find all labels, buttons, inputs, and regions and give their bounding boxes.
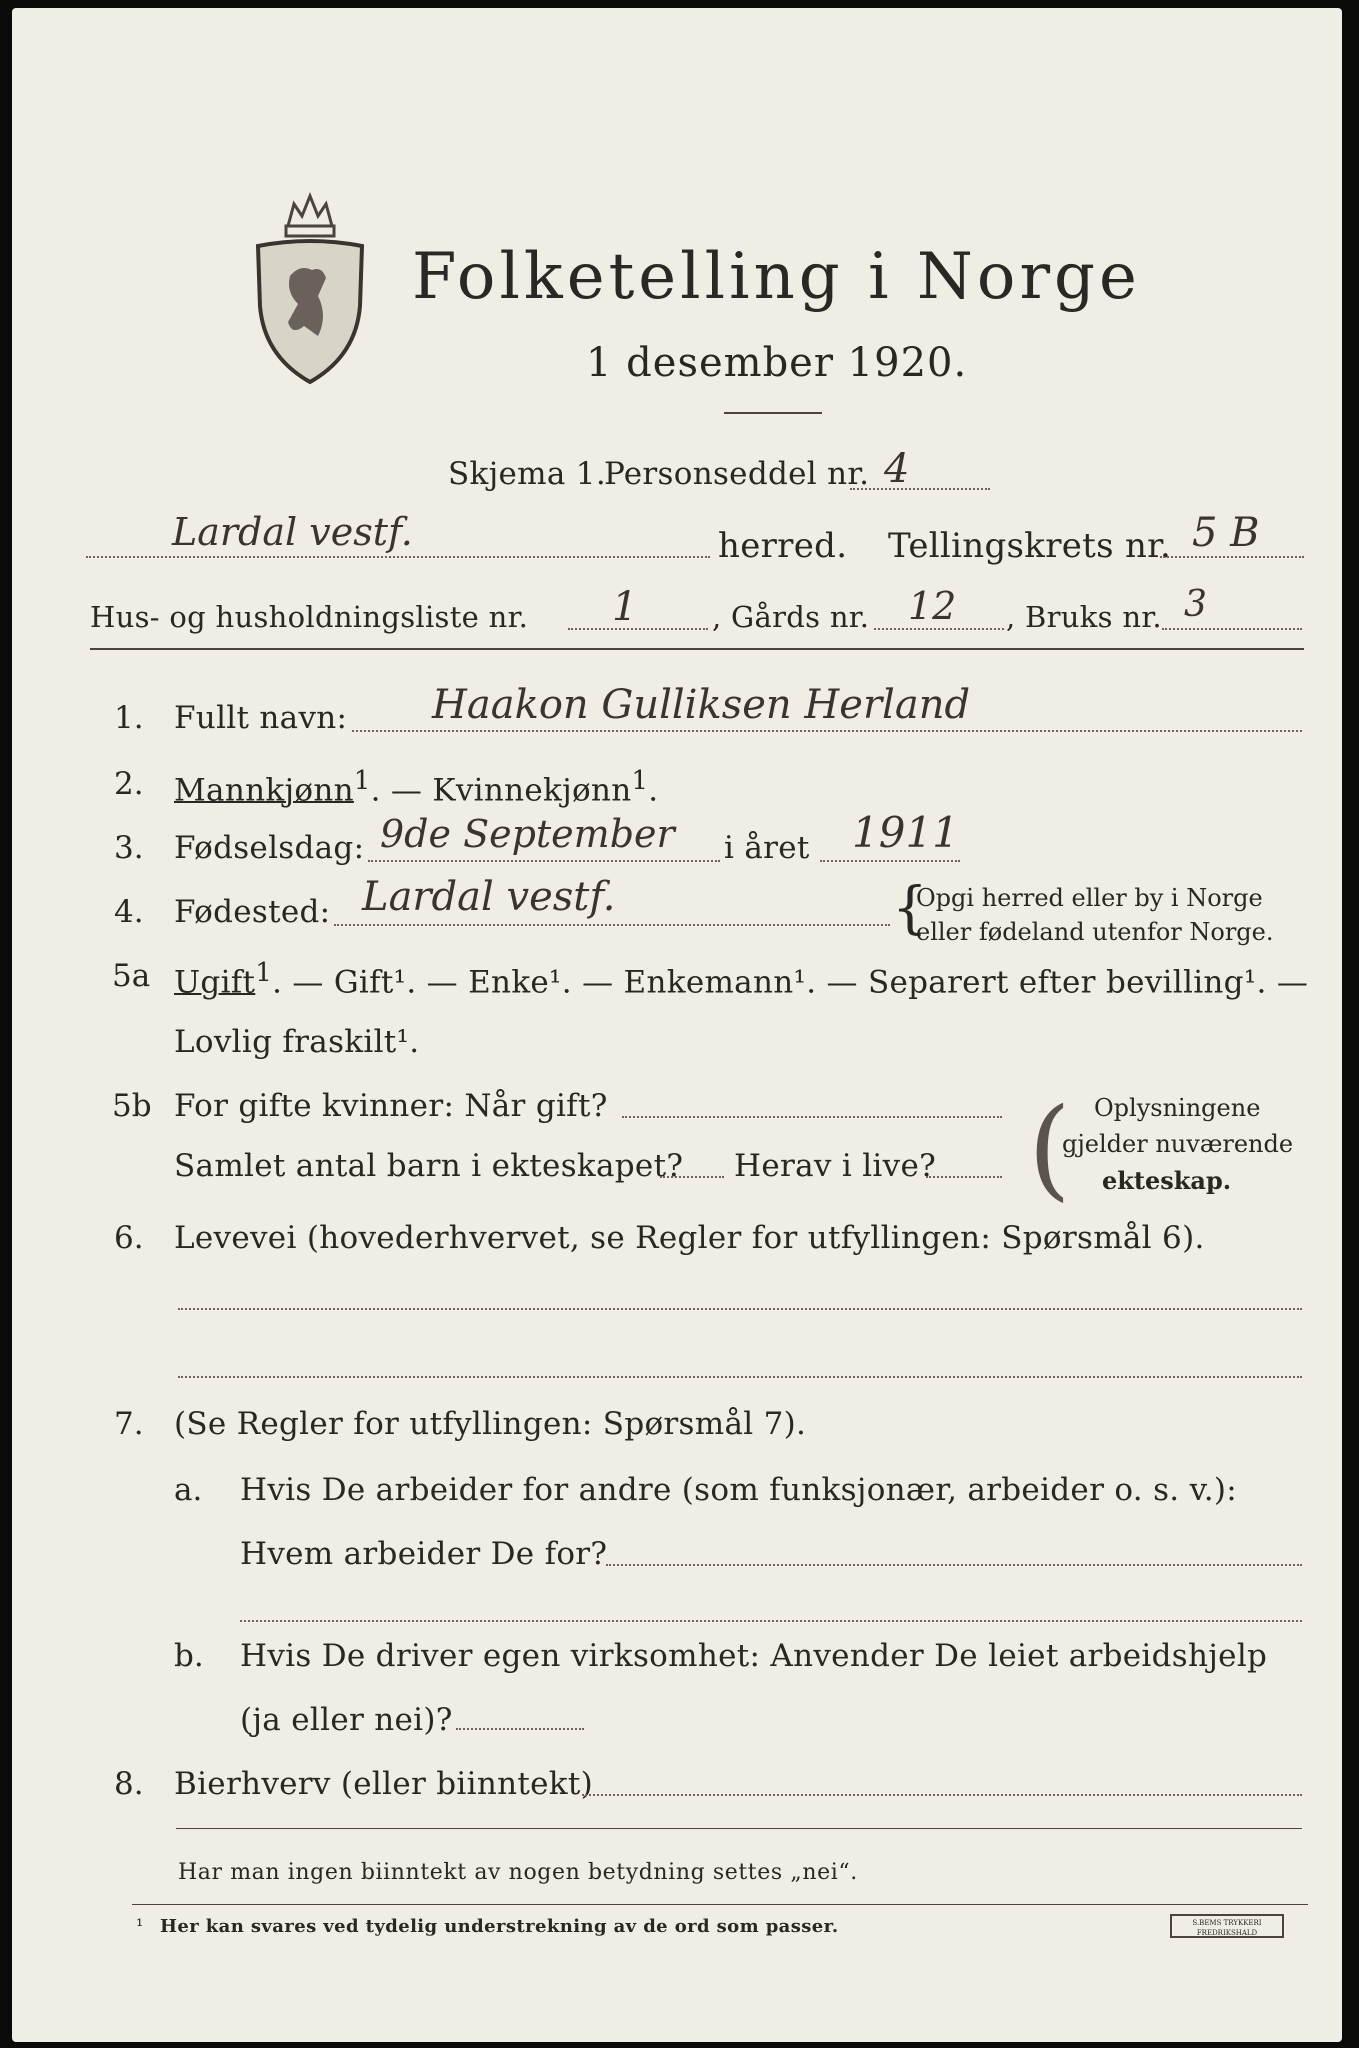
fullt-navn-field[interactable] (352, 730, 1302, 732)
q7a-label2: Hvem arbeider De for? (240, 1536, 608, 1572)
hus-value: 1 (612, 584, 638, 630)
q4-label: Fødested: (174, 894, 331, 930)
q5b-number: 5b (112, 1088, 152, 1124)
q5a-options: Ugift$^1$. — Gift¹. — Enke¹. — Enkemann¹. — Separert efter bevilling¹. — (174, 958, 1309, 1001)
q5b-note-line3: ekteskap. (1102, 1166, 1232, 1195)
kvinnekjonn-option[interactable]: Kvinnekjønn (432, 772, 632, 809)
bruks-label: , Bruks nr. (1006, 600, 1162, 634)
census-form-sheet (12, 8, 1342, 2042)
schema-label: Skjema 1. (448, 456, 606, 492)
q7b-label: Hvis De driver egen virksomhet: Anvender De leiet arbeidshjelp (240, 1638, 1268, 1674)
q4-note-line1: Opgi herred eller by i Norge (916, 884, 1263, 912)
q5b-note-line1: Oplysningene (1094, 1094, 1261, 1122)
q4-note-line2: eller fødeland utenfor Norge. (916, 918, 1274, 946)
q7a-letter: a. (174, 1472, 203, 1508)
norwegian-coat-of-arms-icon (248, 186, 372, 386)
hvem-arbeider-field-2[interactable] (240, 1620, 1302, 1622)
gards-label: , Gårds nr. (712, 600, 870, 634)
q5b-paren: ( (1028, 1084, 1071, 1212)
q3-number: 3. (114, 830, 144, 866)
q8-number: 8. (114, 1766, 144, 1802)
hus-field[interactable] (568, 628, 708, 630)
q5b-label-barn: Samlet antal barn i ekteskapet? (174, 1148, 684, 1184)
personseddel-field[interactable] (850, 488, 990, 490)
q5b-label-gift: For gifte kvinner: Når gift? (174, 1088, 608, 1124)
q7b-letter: b. (174, 1638, 204, 1674)
herav-i-live-field[interactable] (926, 1176, 1002, 1178)
q2-options: Mannkjønn$^1$. — Kvinnekjønn$^1$. (174, 766, 659, 809)
title-rule (724, 412, 822, 414)
hus-label: Hus- og husholdningsliste nr. (90, 600, 529, 634)
q5a-number: 5a (112, 958, 151, 994)
header-divider (90, 648, 1304, 650)
q1-number: 1. (114, 700, 144, 736)
form-title: Folketelling i Norge (412, 240, 1141, 314)
fodested-value: Lardal vestf. (362, 874, 616, 920)
mannkjonn-option[interactable]: Mannkjønn (174, 772, 354, 809)
q2-separator: . — (370, 772, 433, 809)
fullt-navn-value: Haakon Gulliksen Herland (432, 682, 971, 728)
footnote-text: Her kan svares ved tydelig understrekning av de ord som passer. (160, 1916, 839, 1937)
personseddel-value: 4 (884, 446, 910, 492)
q7-label: (Se Regler for utfyllingen: Spørsmål 7). (174, 1406, 807, 1442)
q6-label: Levevei (hovederhvervet, se Regler for utfyllingen: Spørsmål 6). (174, 1220, 1205, 1256)
aar-value: 1911 (852, 808, 959, 857)
q6-number: 6. (114, 1220, 144, 1256)
personseddel-label: Personseddel nr. (604, 456, 870, 492)
q3-year-label: i året (724, 830, 810, 866)
q7a-label: Hvis De arbeider for andre (som funksjonær, arbeider o. s. v.): (240, 1472, 1238, 1508)
fodested-field[interactable] (334, 924, 890, 926)
aar-field[interactable] (820, 860, 960, 862)
fodselsdag-value: 9de September (380, 812, 675, 856)
q8-label: Bierhverv (eller biinntekt) (174, 1766, 594, 1802)
q5a-other-options[interactable]: . — Gift¹. — Enke¹. — Enkemann¹. — Separert efter bevilling¹. — (272, 964, 1309, 1001)
footer-note: Har man ingen biinntekt av nogen betydning settes „nei“. (178, 1860, 858, 1885)
fodselsdag-field[interactable] (368, 860, 720, 862)
ugift-option[interactable]: Ugift (174, 964, 256, 1001)
bruks-value: 3 (1184, 584, 1207, 625)
q5b-note-line2: gjelder nuværende (1062, 1130, 1294, 1158)
antal-barn-field[interactable] (660, 1176, 724, 1178)
lovlig-fraskilt-option[interactable]: Lovlig fraskilt¹. (174, 1024, 420, 1060)
gards-field[interactable] (874, 628, 1004, 630)
q7-number: 7. (114, 1406, 144, 1442)
footnote-divider (132, 1904, 1308, 1905)
levevei-field-1[interactable] (178, 1308, 1302, 1310)
herred-field[interactable] (86, 556, 710, 558)
q2-end: . (648, 772, 659, 809)
q1-label: Fullt navn: (174, 700, 348, 736)
printer-stamp-text: S.BEMS TRYKKERI FREDRIKSHALD (1192, 1919, 1262, 1937)
q5b-label-live: Herav i live? (734, 1148, 937, 1184)
tellingskrets-value: 5 B (1192, 510, 1260, 556)
tellingskrets-label: Tellingskrets nr. (888, 526, 1172, 566)
q4-number: 4. (114, 894, 144, 930)
leiet-hjelp-field[interactable] (456, 1728, 584, 1730)
levevei-field-2[interactable] (178, 1376, 1302, 1378)
tellingskrets-field[interactable] (1160, 556, 1304, 558)
census-date: 1 desember 1920. (586, 340, 968, 386)
q4-brace: { (892, 876, 928, 941)
naar-gift-field[interactable] (622, 1116, 1002, 1118)
printer-stamp (1170, 1914, 1284, 1938)
footnote-mark: ¹ (136, 1916, 144, 1937)
gards-value: 12 (908, 584, 957, 628)
q7b-label2: (ja eller nei)? (240, 1702, 453, 1738)
herred-value: Lardal vestf. (172, 510, 413, 554)
footer-divider (176, 1828, 1302, 1829)
q2-number: 2. (114, 766, 144, 802)
hvem-arbeider-field[interactable] (606, 1564, 1302, 1566)
q3-label: Fødselsdag: (174, 830, 365, 866)
bruks-field[interactable] (1162, 628, 1302, 630)
bierhverv-field[interactable] (582, 1794, 1302, 1796)
herred-label: herred. (718, 526, 848, 566)
